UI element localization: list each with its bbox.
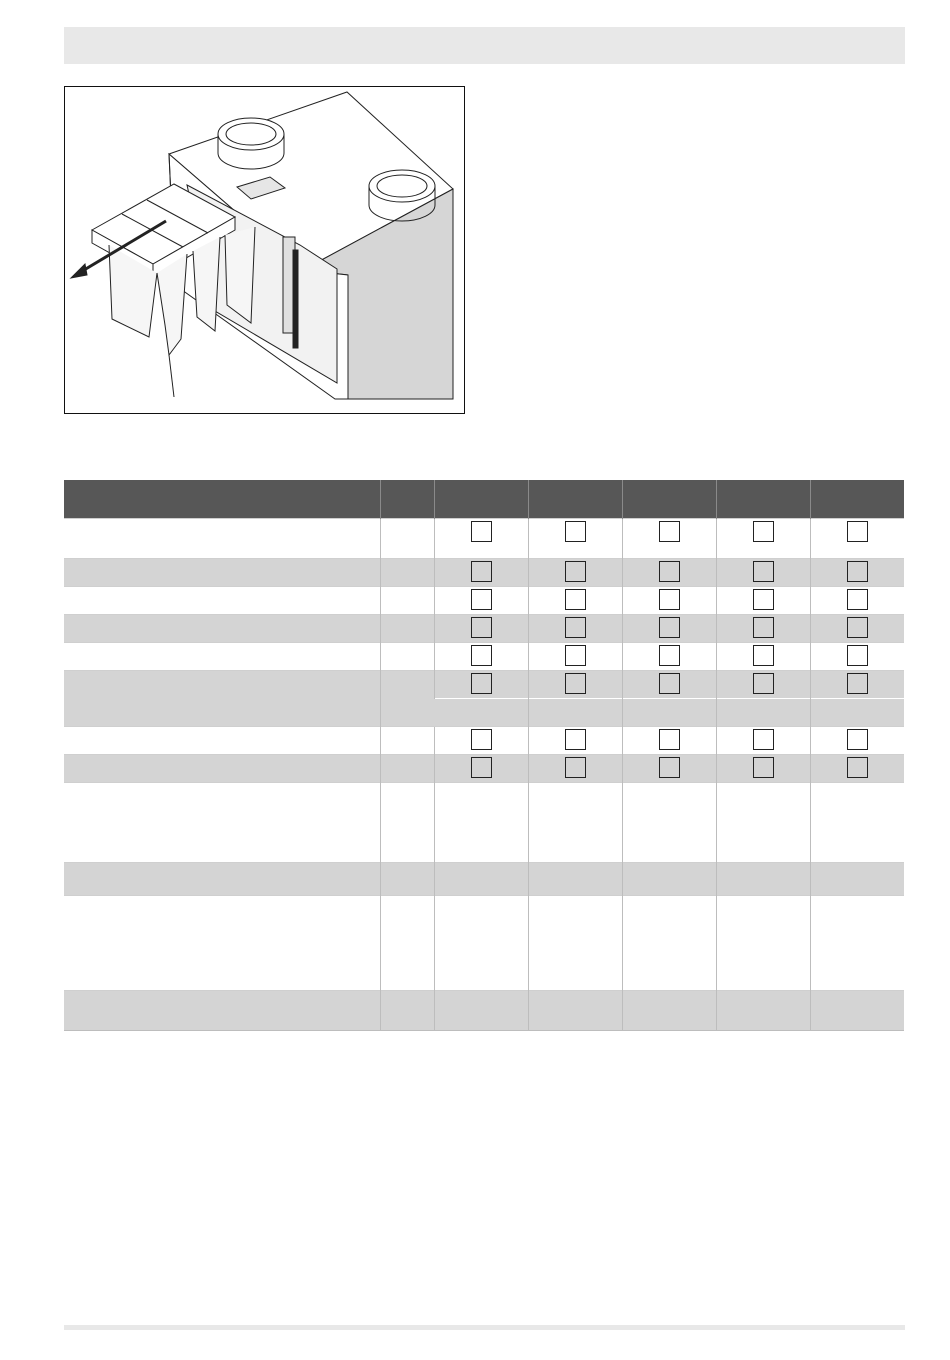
column-header xyxy=(622,480,716,519)
check-cell xyxy=(622,587,716,615)
check-cell xyxy=(716,643,810,671)
checkbox[interactable] xyxy=(847,589,868,610)
row-label xyxy=(64,896,380,991)
check-cell xyxy=(528,755,622,783)
check-cell xyxy=(434,615,528,643)
value-cell xyxy=(622,783,716,863)
checkbox[interactable] xyxy=(565,589,586,610)
check-cell xyxy=(434,755,528,783)
table-row xyxy=(64,587,904,615)
table-header-row xyxy=(64,480,904,519)
checkbox[interactable] xyxy=(753,729,774,750)
checkbox[interactable] xyxy=(471,589,492,610)
check-cell xyxy=(528,671,622,699)
row-label xyxy=(64,615,380,643)
value-cell xyxy=(528,699,622,727)
check-cell xyxy=(622,755,716,783)
row-unit xyxy=(380,991,434,1031)
check-cell xyxy=(810,727,904,755)
check-cell xyxy=(434,727,528,755)
row-label xyxy=(64,863,380,896)
table-row xyxy=(64,896,904,991)
row-label xyxy=(64,991,380,1031)
row-unit xyxy=(380,671,434,727)
table-row xyxy=(64,727,904,755)
filter-removal-figure xyxy=(64,86,465,414)
check-cell xyxy=(528,643,622,671)
checkbox[interactable] xyxy=(659,645,680,666)
checkbox[interactable] xyxy=(659,617,680,638)
value-cell xyxy=(716,699,810,727)
table-row xyxy=(64,783,904,863)
table-row xyxy=(64,991,904,1031)
value-cell xyxy=(434,896,528,991)
checkbox[interactable] xyxy=(753,561,774,582)
value-cell xyxy=(434,991,528,1031)
maintenance-checklist-table xyxy=(64,480,904,1031)
value-cell xyxy=(528,896,622,991)
checkbox[interactable] xyxy=(753,757,774,778)
checkbox[interactable] xyxy=(847,617,868,638)
filter-removal-illustration-icon xyxy=(65,87,464,413)
row-label xyxy=(64,559,380,587)
row-unit xyxy=(380,896,434,991)
value-cell xyxy=(434,783,528,863)
value-cell xyxy=(810,783,904,863)
row-label xyxy=(64,587,380,615)
check-cell xyxy=(716,587,810,615)
row-unit xyxy=(380,587,434,615)
row-unit xyxy=(380,643,434,671)
checkbox[interactable] xyxy=(659,561,680,582)
checkbox[interactable] xyxy=(565,645,586,666)
check-cell xyxy=(434,559,528,587)
checkbox[interactable] xyxy=(753,673,774,694)
page-header-bar xyxy=(64,27,905,64)
check-cell xyxy=(716,671,810,699)
value-cell xyxy=(528,783,622,863)
checkbox[interactable] xyxy=(753,617,774,638)
check-cell xyxy=(810,615,904,643)
row-unit xyxy=(380,559,434,587)
value-cell xyxy=(622,896,716,991)
value-cell xyxy=(716,991,810,1031)
check-cell xyxy=(716,727,810,755)
row-unit xyxy=(380,615,434,643)
check-cell xyxy=(434,671,528,699)
check-cell xyxy=(434,643,528,671)
row-unit xyxy=(380,783,434,863)
checkbox[interactable] xyxy=(565,757,586,778)
checkbox[interactable] xyxy=(565,617,586,638)
check-cell xyxy=(810,587,904,615)
check-cell xyxy=(622,643,716,671)
check-cell xyxy=(528,727,622,755)
checkbox[interactable] xyxy=(471,673,492,694)
row-label xyxy=(64,519,380,559)
value-cell xyxy=(810,863,904,896)
row-unit xyxy=(380,863,434,896)
table-row xyxy=(64,615,904,643)
table-row xyxy=(64,755,904,783)
value-cell xyxy=(434,863,528,896)
check-cell xyxy=(622,727,716,755)
row-label xyxy=(64,727,380,755)
check-cell xyxy=(622,671,716,699)
checkbox[interactable] xyxy=(659,673,680,694)
check-cell xyxy=(622,615,716,643)
checkbox[interactable] xyxy=(565,729,586,750)
column-header xyxy=(810,480,904,519)
column-header xyxy=(528,480,622,519)
check-cell xyxy=(528,615,622,643)
value-cell xyxy=(528,991,622,1031)
check-cell xyxy=(716,755,810,783)
checkbox[interactable] xyxy=(659,757,680,778)
checkbox[interactable] xyxy=(471,729,492,750)
check-cell xyxy=(810,519,904,559)
check-cell xyxy=(434,519,528,559)
check-cell xyxy=(528,587,622,615)
page-footer-line xyxy=(64,1325,905,1330)
checkbox[interactable] xyxy=(847,673,868,694)
checkbox[interactable] xyxy=(471,561,492,582)
checkbox[interactable] xyxy=(847,521,868,542)
value-cell xyxy=(810,896,904,991)
checkbox[interactable] xyxy=(471,617,492,638)
row-label xyxy=(64,643,380,671)
value-cell xyxy=(716,783,810,863)
checkbox[interactable] xyxy=(565,521,586,542)
check-cell xyxy=(810,559,904,587)
checkbox[interactable] xyxy=(753,589,774,610)
table-row xyxy=(64,643,904,671)
checkbox[interactable] xyxy=(847,729,868,750)
checkbox[interactable] xyxy=(847,757,868,778)
row-unit xyxy=(380,519,434,559)
row-unit xyxy=(380,727,434,755)
checkbox[interactable] xyxy=(659,521,680,542)
check-cell xyxy=(810,671,904,699)
check-cell xyxy=(716,519,810,559)
checkbox[interactable] xyxy=(565,561,586,582)
column-header xyxy=(716,480,810,519)
check-cell xyxy=(528,559,622,587)
row-label xyxy=(64,755,380,783)
check-cell xyxy=(622,559,716,587)
table-row xyxy=(64,863,904,896)
checkbox[interactable] xyxy=(471,757,492,778)
row-label xyxy=(64,783,380,863)
checkbox[interactable] xyxy=(753,645,774,666)
value-cell xyxy=(528,863,622,896)
column-header xyxy=(64,480,380,519)
column-header xyxy=(434,480,528,519)
table-row xyxy=(64,559,904,587)
value-cell xyxy=(810,991,904,1031)
value-cell xyxy=(622,863,716,896)
value-cell xyxy=(716,896,810,991)
checkbox[interactable] xyxy=(659,589,680,610)
check-cell xyxy=(810,755,904,783)
check-cell xyxy=(434,587,528,615)
check-cell xyxy=(716,559,810,587)
table-row xyxy=(64,671,904,699)
checkbox[interactable] xyxy=(847,645,868,666)
table-row xyxy=(64,519,904,559)
row-unit xyxy=(380,755,434,783)
check-cell xyxy=(716,615,810,643)
value-cell xyxy=(622,699,716,727)
value-cell xyxy=(716,863,810,896)
checkbox[interactable] xyxy=(565,673,586,694)
check-cell xyxy=(810,643,904,671)
value-cell xyxy=(810,699,904,727)
checkbox[interactable] xyxy=(659,729,680,750)
checkbox[interactable] xyxy=(471,645,492,666)
checkbox[interactable] xyxy=(471,521,492,542)
value-cell xyxy=(622,991,716,1031)
row-label xyxy=(64,671,380,727)
column-header xyxy=(380,480,434,519)
check-cell xyxy=(528,519,622,559)
checkbox[interactable] xyxy=(753,521,774,542)
value-cell xyxy=(434,699,528,727)
check-cell xyxy=(622,519,716,559)
checkbox[interactable] xyxy=(847,561,868,582)
